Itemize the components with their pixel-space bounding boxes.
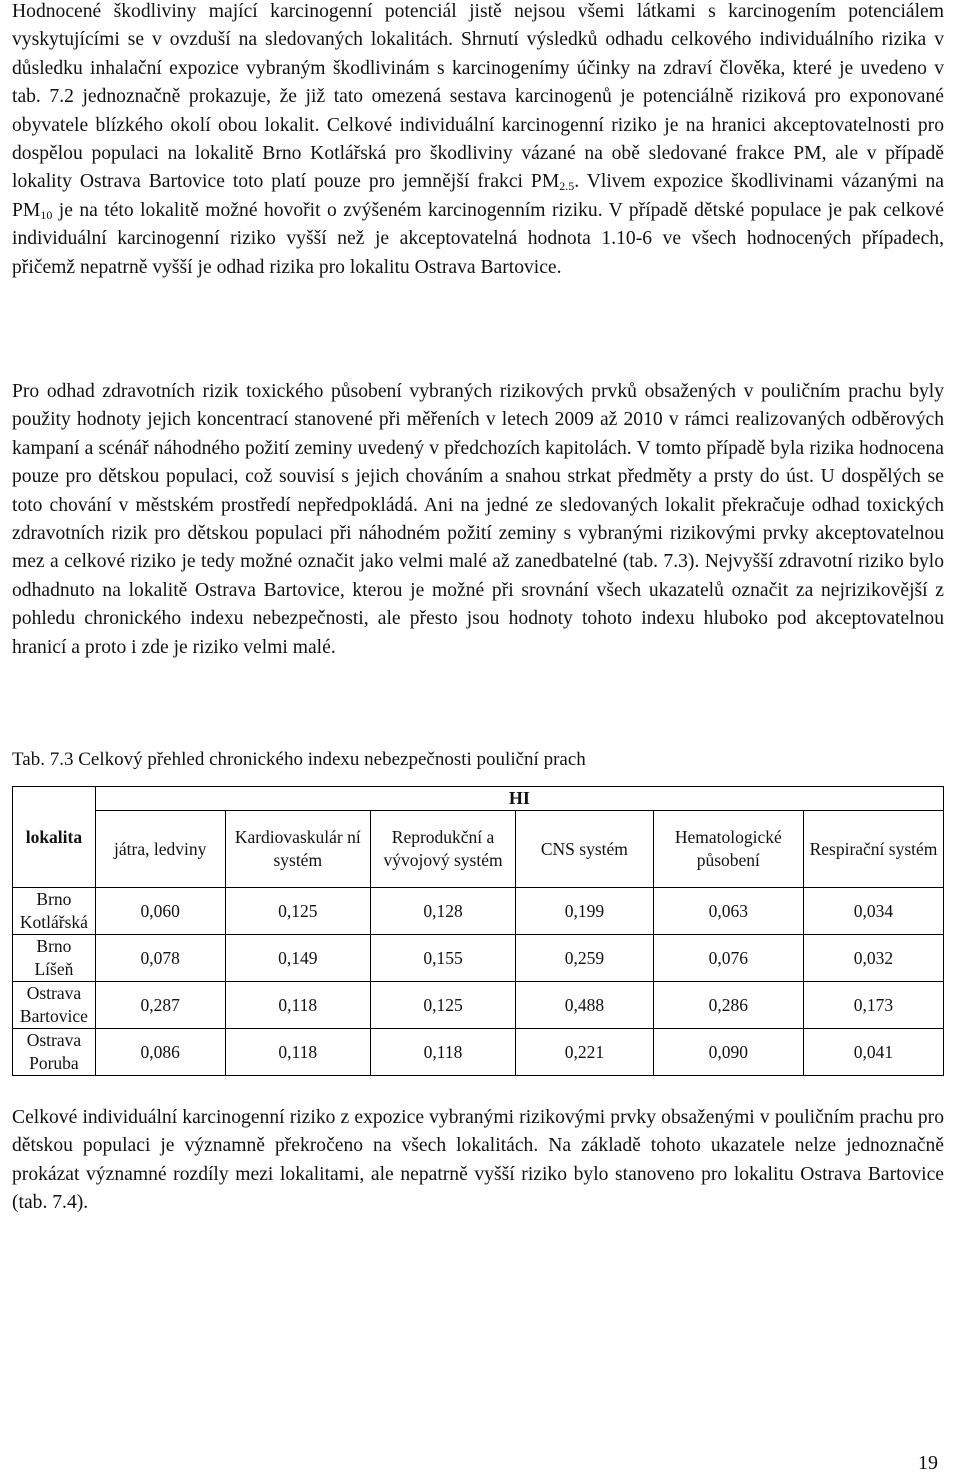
table-cell: 0,173 bbox=[803, 982, 943, 1029]
location-line: Ostrava bbox=[26, 983, 82, 1003]
table-cell: 0,149 bbox=[225, 935, 370, 982]
column-header-kardiovaskularni: Kardiovaskulár ní systém bbox=[225, 811, 370, 888]
table-caption: Tab. 7.3 Celkový přehled chronického indexu nebezpečnosti pouliční prach bbox=[12, 749, 586, 770]
table-cell: 0,125 bbox=[370, 982, 515, 1029]
column-header-cns: CNS systém bbox=[516, 811, 654, 888]
location-line: Poruba bbox=[29, 1053, 79, 1073]
table-cell: 0,118 bbox=[370, 1029, 515, 1076]
table-cell: 0,221 bbox=[516, 1029, 654, 1076]
table-row bbox=[13, 1029, 944, 1076]
table-cell: 0,060 bbox=[95, 888, 225, 935]
table-cell: 0,078 bbox=[95, 935, 225, 982]
column-header-hematologicke: Hematologické působení bbox=[653, 811, 803, 888]
row-location bbox=[13, 888, 96, 935]
column-group-header-hi: HI bbox=[95, 787, 943, 811]
location-line: Ostrava bbox=[26, 1030, 82, 1050]
table-cell: 0,032 bbox=[803, 935, 943, 982]
location-line: Brno bbox=[36, 936, 72, 956]
table-cell: 0,034 bbox=[803, 888, 943, 935]
table-row bbox=[13, 888, 944, 935]
column-header-respiracni: Respirační systém bbox=[803, 811, 943, 888]
row-location bbox=[13, 982, 96, 1029]
hazard-index-table bbox=[12, 786, 944, 1076]
table-cell: 0,041 bbox=[803, 1029, 943, 1076]
paragraph-carcinogenic-risk bbox=[12, 0, 944, 282]
column-header-lokalita: lokalita bbox=[13, 787, 96, 888]
row-location bbox=[13, 935, 96, 982]
location-line: Bartovice bbox=[19, 1006, 88, 1026]
row-location bbox=[13, 1029, 96, 1076]
table-cell: 0,063 bbox=[653, 888, 803, 935]
paragraph1-text-a: Hodnocené škodliviny mající karcinogenní potenciál jistě nejsou všemi látkami s karcinogením potenciálem vyskytujícími se v ovzduší na sledovaných lokalitách. Shrnutí výsledků odhadu celkového individuálního rizika v důsledku inhalační expozice vybraným škodlivinám s karcinogenímy účinky na zdraví člověka, které je uvedeno v tab. 7.2 jednoznačně prokazuje, že již tato omezená sestava karcinogenů je potenciálně riziková pro exponované obyvatele blízkého okolí obou lokalit. Celkové individuální karcinogenní riziko je na hranici akceptovatelnosti pro dospělou populaci na lokalitě Brno Kotlářská pro škodliviny vázané na obě sledované frakce PM, ale v případě lokality Ostrava Bartovice toto platí pouze pro jemnější frakci PM bbox=[12, 1, 944, 193]
table-cell: 0,259 bbox=[516, 935, 654, 982]
table-cell: 0,286 bbox=[653, 982, 803, 1029]
page-number: 19 bbox=[918, 1452, 938, 1474]
table-cell: 0,128 bbox=[370, 888, 515, 935]
table-cell: 0,488 bbox=[516, 982, 654, 1029]
paragraph-toxic-risk: Pro odhad zdravotních rizik toxického působení vybraných rizikových prvků obsažených v pouličním prachu byly použity hodnoty jejich koncentrací stanovené při měřeních v letech 2009 až 2010 v rámci realizovaných odběrových kampaní a scénář náhodného požití zeminy uvedený v předchozích kapitolách. V tomto případě byla rizika hodnocena pouze pro dětskou populaci, což souvisí s jejich chováním a snahou strkat předměty a prsty do úst. U dospělých se toto chování v městském prostředí nepředpokládá. Ani na jedné ze sledovaných lokalit překračuje odhad toxických zdravotních rizik pro dětskou populaci při náhodném požití zeminy s vybranými rizikovými prvky akceptovatelnou mez a celkové riziko je tedy možné označit jako velmi malé až zanedbatelné (tab. 7.3). Nejvyšší zdravotní riziko bylo odhadnuto na lokalitě Ostrava Bartovice, kterou je možné při srovnání všech ukazatelů označit za nejrizikovější z pohledu chronického indexu nebezpečnosti, ale přesto jsou hodnoty tohoto indexu hluboko pod akceptovatelnou hranicí a proto i zde je riziko velmi malé. bbox=[12, 381, 944, 658]
table-row bbox=[13, 982, 944, 1029]
paragraph1-text-b: . Vlivem expozice škodlivinami vázanými na PM bbox=[12, 171, 944, 221]
pm-subscript-2-5: 2.5 bbox=[559, 179, 575, 194]
location-line: Líšeň bbox=[34, 959, 74, 979]
column-header-reprodukcni: Reprodukční a vývojový systém bbox=[370, 811, 515, 888]
table-cell: 0,199 bbox=[516, 888, 654, 935]
table-cell: 0,076 bbox=[653, 935, 803, 982]
paragraph-conclusion: Celkové individuální karcinogenní riziko z expozice vybranými rizikovými prvky obsaženými v pouličním prachu pro dětskou populaci je významně překročeno na všech lokalitách. Na základě tohoto ukazatele nelze jednoznačně prokázat významné rozdíly mezi lokalitami, ale nepatrně vyšší riziko bylo stanoveno pro lokalitu Ostrava Bartovice (tab. 7.4). bbox=[12, 1107, 944, 1214]
pm-subscript-10: 10 bbox=[40, 207, 53, 222]
table-cell: 0,125 bbox=[225, 888, 370, 935]
table-cell: 0,090 bbox=[653, 1029, 803, 1076]
paragraph1-text-c: je na této lokalitě možné hovořit o zvýšeném karcinogenním riziku. V případě dětské populace je pak celkové individuální karcinogenní riziko vyšší než je akceptovatelná hodnota 1.10-6 ve všech hodnocených případech, přičemž nepatrně vyšší je odhad rizika pro lokalitu Ostrava Bartovice. bbox=[12, 199, 944, 278]
table-cell: 0,118 bbox=[225, 1029, 370, 1076]
location-line: Kotlářská bbox=[19, 912, 88, 932]
table-cell: 0,155 bbox=[370, 935, 515, 982]
column-header-jatra-ledviny: játra, ledviny bbox=[95, 811, 225, 888]
table-cell: 0,118 bbox=[225, 982, 370, 1029]
location-line: Brno bbox=[36, 889, 72, 909]
table-cell: 0,287 bbox=[95, 982, 225, 1029]
table-cell: 0,086 bbox=[95, 1029, 225, 1076]
table-row bbox=[13, 935, 944, 982]
